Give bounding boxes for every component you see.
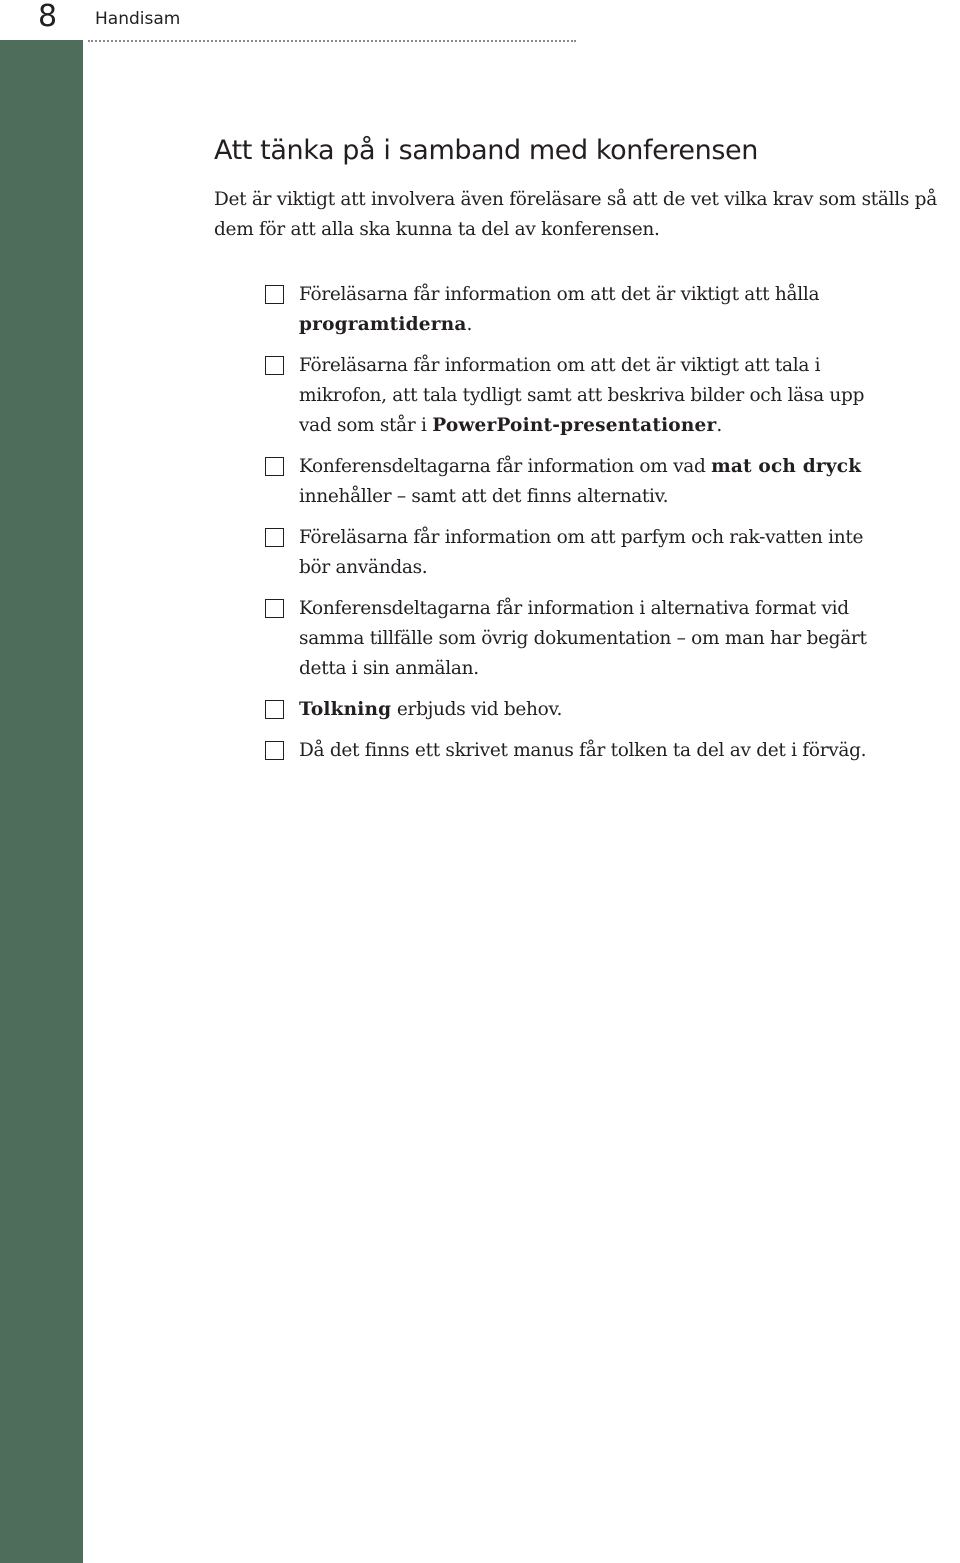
section-title: Att tänka på i samband med konferensen — [214, 135, 758, 166]
item-text: Föreläsarna får information om att parfym och rak-vatten inte bör användas. — [299, 527, 864, 578]
checklist-item — [265, 594, 875, 684]
page-number: 8 — [38, 0, 58, 34]
checklist-item — [265, 351, 875, 441]
intro-paragraph: Det är viktigt att involvera även föreläsare så att de vet vilka krav som ställs på dem för att alla ska kunna ta del av konferensen. — [214, 189, 937, 240]
item-text: Då det finns ett skrivet manus får tolken ta del av det i förväg. — [299, 740, 867, 761]
checkbox-icon — [265, 599, 284, 618]
running-head: Handisam — [95, 9, 181, 29]
header-dotted-rule — [88, 40, 576, 42]
checkbox-icon — [265, 356, 284, 375]
checklist-item — [265, 280, 875, 340]
checkbox-icon — [265, 700, 284, 719]
checklist-item — [265, 695, 875, 725]
checklist-item — [265, 523, 875, 583]
item-keyword: mat och dryck — [711, 456, 862, 477]
item-text: Konferensdeltagarna får information om vad — [299, 456, 712, 477]
item-text-end: . — [716, 415, 722, 436]
item-text: Konferensdeltagarna får information i alternativa format vid samma tillfälle som övrig dokumentation – om man har begärt detta i sin anmälan. — [299, 598, 867, 679]
checklist-item — [265, 736, 875, 766]
sidebar-color-band — [0, 40, 83, 1563]
checkbox-icon — [265, 528, 284, 547]
checkbox-icon — [265, 741, 284, 760]
item-text-end: . — [466, 314, 473, 335]
item-text-end: innehåller – samt att det finns alternativ. — [299, 486, 669, 507]
item-text: Föreläsarna får information om att det är viktigt att tala i mikrofon, att tala tydligt samt att beskriva bilder och läsa upp vad som står i — [299, 355, 865, 436]
item-keyword: PowerPoint-presentationer — [432, 415, 717, 436]
item-keyword: Tolkning — [299, 699, 392, 720]
item-keyword: programtiderna — [299, 314, 467, 335]
item-text: Föreläsarna får information om att det är viktigt att hålla — [299, 284, 820, 305]
checkbox-icon — [265, 285, 284, 304]
checkbox-icon — [265, 457, 284, 476]
checklist-item — [265, 452, 875, 512]
item-text-end: erbjuds vid behov. — [391, 699, 563, 720]
checklist — [265, 280, 875, 777]
